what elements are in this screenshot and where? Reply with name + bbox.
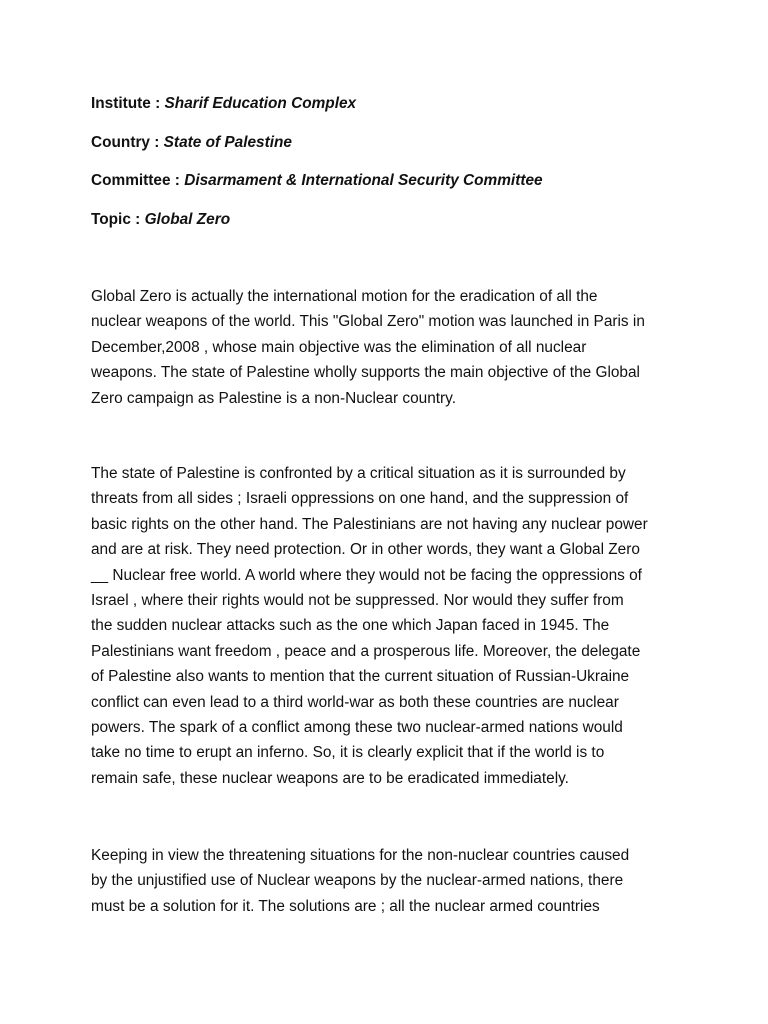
document-content — [91, 92, 691, 915]
paragraph-solutions: Keeping in view the threatening situations for the non-nuclear countries caused by the unjustified use of Nuclear weapons by the nuclear-armed nations, there must be a solution for it. The solutions are ; all the nuclear armed countries — [91, 847, 630, 915]
institute-line — [91, 92, 691, 116]
paragraph-intro: Global Zero is actually the international motion for the eradication of all the nuclear weapons of the world. This "Global Zero" motion was launched in Paris in December,2008 , whose main objective was the elimination of all nuclear weapons. The state of Palestine wholly supports the main objective of the Global Zero campaign as Palestine is a non-Nuclear country. — [91, 288, 645, 407]
country-line — [91, 131, 691, 155]
country-value: State of Palestine — [163, 133, 292, 151]
topic-label: Topic : — [91, 210, 145, 228]
paragraph-situation: The state of Palestine is confronted by a critical situation as it is surrounded by threats from all sides ; Israeli oppressions on one hand, and the suppression of basic rights on the other hand. The Palestinians are not having any nuclear power and are at risk. They need protection. Or in other words, they want a Global Zero __ Nuclear free world. A world where they would not be facing the oppressions of Israel , where their rights would not be suppressed. Nor would they suffer from the sudden nuclear attacks such as the one which Japan faced in 1945. The Palestinians want freedom , peace and a prosperous life. Moreover, the delegate of Palestine also wants to mention that the current situation of Russian-Ukraine conflict can even lead to a third world-war as both these countries are nuclear powers. The spark of a conflict among these two nuclear-armed nations would take no time to erupt an inferno. So, it is clearly explicit that if the world is to remain safe, these nuclear weapons are to be eradicated immediately. — [91, 465, 648, 787]
committee-line — [91, 169, 691, 193]
committee-label: Committee : — [91, 172, 185, 189]
topic-line — [91, 208, 691, 232]
institute-label: Institute : — [91, 95, 165, 112]
committee-value: Disarmament & International Security Committee — [184, 172, 543, 189]
country-label: Country : — [91, 133, 164, 151]
institute-value: Sharif Education Complex — [164, 95, 357, 112]
topic-value: Global Zero — [144, 210, 231, 228]
